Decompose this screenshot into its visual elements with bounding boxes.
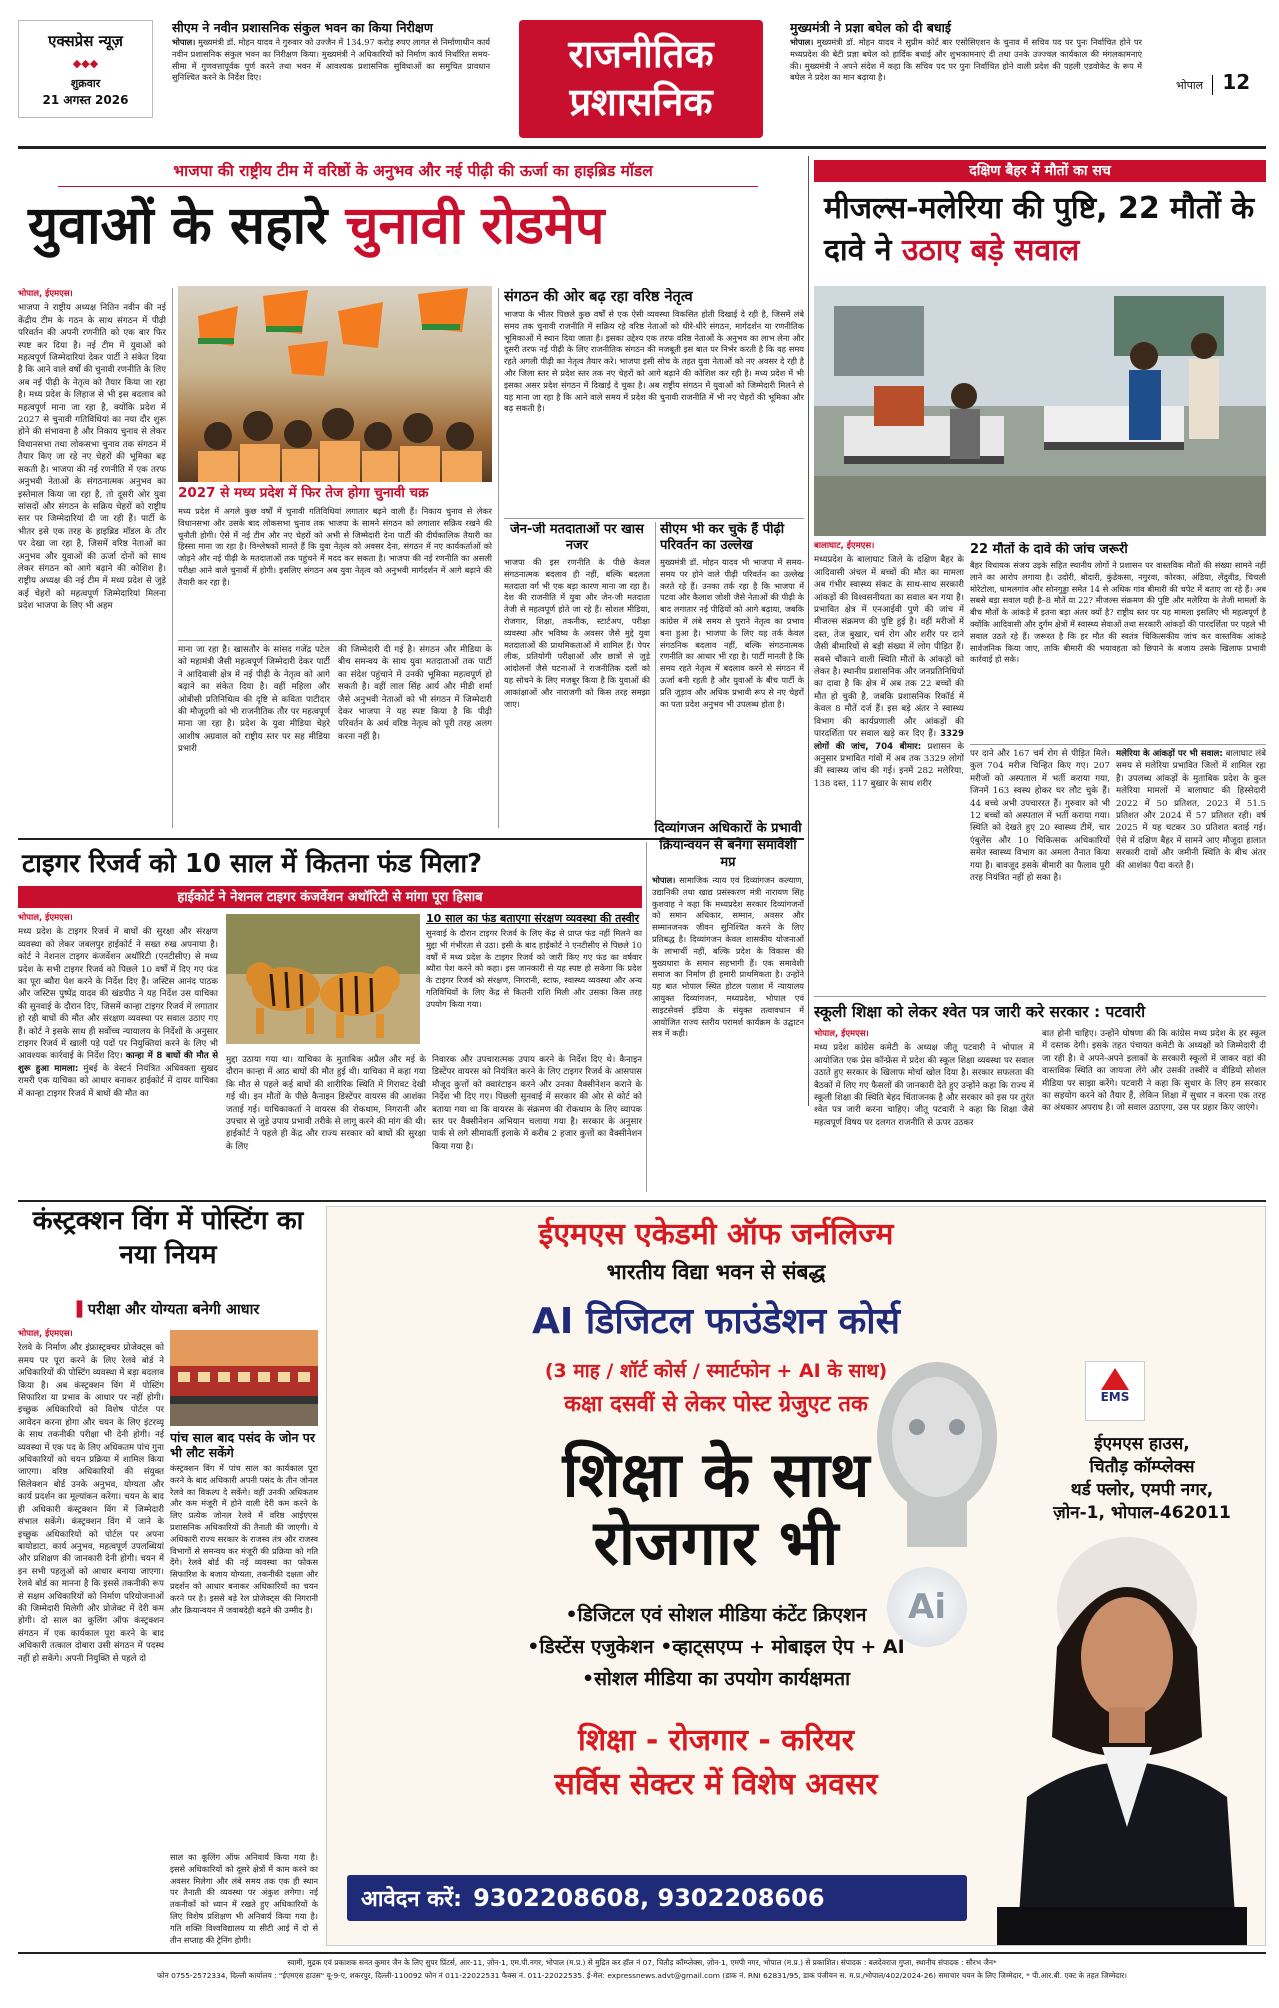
sub-rule [504, 518, 804, 519]
ad-service-line: सर्विस सेक्टर में विशेष अवसर [554, 1767, 878, 1802]
col-divider [646, 842, 647, 1192]
story-kicker: हाईकोर्ट ने नेशनल टाइगर कंजर्वेशन अथॉरिटी से मांगा पूरा हिसाब [177, 890, 483, 905]
sub-cm-generation [660, 522, 804, 832]
story-col-3 [432, 1054, 642, 1194]
story-col-2 [1042, 1028, 1266, 1196]
ad-bullet-1: •डिजिटल एवं सोशल मीडिया कंटेंट क्रिएशन [565, 1604, 867, 1626]
story-headline [28, 196, 798, 256]
ad-course-title: AI डिजिटल फाउंडेशन कोर्स [532, 1301, 900, 1342]
imprint-line-1: स्वामी, मुद्रक एवं प्रकाशक सनत कुमार जैन के लिए सुपर प्रिंटर्स, आर-11, ज़ोन-1, एम.पी.नगर, भोपाल (म.प्र.) से मुद्रित कर हॉल नं 07, चितौड़ कॉम्प्लेक्स, ज़ोन-1, एमपी नगर, भोपाल (म.प्र.) से प्रकाशित। संपादक : बलदेवराज गुप्ता, स्थानीय संपादक : सौरभ जैन* [287, 1958, 997, 1967]
story-col-2 [226, 1054, 426, 1194]
story-col-3 [1116, 748, 1266, 990]
story-tiger [18, 842, 642, 1197]
story-col-2 [178, 644, 330, 834]
inset-22-deaths [970, 542, 1266, 742]
photo-caption-text [178, 506, 492, 638]
ad-tagline-2: रोजगार भी [593, 1506, 839, 1579]
apply-label: आवेदन करें: [361, 1887, 462, 1912]
inset-text: बैहर विधायक संजय उइके सहित स्थानीय लोगों ने प्रशासन पर वास्तविक मौतों की संख्या सामने नहीं लाने का आरोप लगाया है। उदोरी, बोदारी, कुंडेकसा, नगुरवा, कोरका, अंडिया, लेंदुवीड, चिचली मोरेटोला, धामलगांव और सोनगुड्डा समेत 14 से अधिक गांव बीमारी की चपेट में बताए जा रहे हैं। अब सबसे बड़ा सवाल यही है–8 मौतें या 22? मीजल्स संक्रमण की पुष्टि और मलेरिया के तेजी मामलों के बीच मौतों के आंकड़े में इतना बड़ा अंतर क्यों है? राष्ट्रीय स्तर पर यह मामला इसलिए भी महत्वपूर्ण है क्योंकि आदिवासी और दुर्गम क्षेत्रों में स्वास्थ्य सेवाओं तथा सरकारी आंकड़ों की पारदर्शिता पर पहले भी सवाल उठते रहे हैं। जरूरत है कि हर मौत की स्वतंत्र चिकित्सकीय जांच कर वास्तविक आंकड़े सार्वजनिक किया जाए, ताकि बीमारी की भयावहता को छिपाने के बजाय उसके खिलाफ प्रभावी कार्रवाई हो सके। [970, 560, 1266, 665]
col-divider [655, 522, 656, 822]
brief-cm-inspection [172, 20, 490, 120]
col-divider [172, 288, 173, 828]
headline-red: चुनावी रोडमेप [345, 196, 605, 256]
train-photo [170, 1330, 318, 1426]
sub-text: भाजपा के भीतर पिछले कुछ वर्षों से एक ऐसी व्यवस्था विकसित होती दिखाई दे रही है, जिसमें लंबे समय तक चुनावी राजनीति में सक्रिय रहे वरिष्ठ नेताओं को धीरे-धीरे संगठन, मार्गदर्शन या रणनीतिक भूमिकाओं में स्थान दिया जाता है। इसका उद्देश्य एक तरफ वरिष्ठ नेताओं के अनुभव का लाभ लेना और दूसरी तरफ नई पीढ़ी के लिए राजनीतिक संगठन की मजबूती इस बात पर निर्भर करती है कि वह समय रहते अगली पीढ़ी का नेतृत्व तैयार करे। भाजपा इसी सोच के तहत युवा नेताओं को नए अवसर दे रही है और जिला स्तर से प्रदेश स्तर तक नए चेहरों को आगे बढ़ाने की कोशिश कर रही है। मध्य प्रदेश में भी इसका असर प्रदेश संगठन में दिखाई दे चुका है। अब राष्ट्रीय संगठन में युवाओं को जिम्मेदारी मिलने से यह माना जा रहा है कि आने वाले समय में प्रदेश की चुनावी राजनीति में भी नए चेहरों की भूमिका और बढ़ सकती है। [504, 309, 804, 414]
ems-logo-text: EMS [1100, 1390, 1130, 1404]
crowd-flags-illustration [178, 286, 492, 482]
apply-phone: 9302208608, 9302208606 [473, 1884, 825, 1912]
hospital-ward-illustration [814, 286, 1266, 536]
sub-title: संगठन की ओर बढ़ रहा वरिष्ठ नेतृत्व [504, 289, 693, 305]
addr-line-4: ज़ोन-1, भोपाल-462011 [1053, 1503, 1231, 1523]
inset-rule [970, 744, 1266, 745]
story-kicker: भाजपा की राष्ट्रीय टीम में वरिष्ठों के अनुभव और नई पीढ़ी की ऊर्जा का हाइब्रिड मॉडल [173, 162, 653, 180]
masthead-brand-box [18, 20, 153, 118]
page-divider [808, 156, 809, 1106]
hospital-photo [814, 286, 1266, 536]
caption-rule [178, 640, 492, 641]
photo-caption: 2027 से मध्य प्रदेश में फिर तेज होगा चुनावी चक्र [178, 485, 429, 501]
sub-text: मुख्यमंत्री डॉ. मोहन यादव भी भाजपा में समय-समय पर होने वाले पीढ़ी परिवर्तन का उल्लेख करते रहे हैं। उनका तर्क रहा है कि भाजपा में पटवा और कैलाश जोशी जैसे नेताओं की पीढ़ी के बाद लगातार नई पीढ़ियों को आगे बढ़ाया, जबकि कांग्रेस में लंबे समय से पुराने नेतृत्व का प्रभाव बना हुआ है। भाजपा के लिए यह तर्क केवल संगठनिक बदलाव नहीं, बल्कि संगठनात्मक रणनीति का आधार भी रहा है। पार्टी मानती है कि समय रहते नेतृत्व में बदलाव करने से संगठन में ऊर्जा बनी रहती है और युवाओं के बीच पार्टी के प्रति जुड़ाव और अधिक प्रभावी रूप से नए चेहरों का पता प्रदेश अनुभव भी उपलब्ध होता है। [660, 557, 804, 709]
story-headline: स्कूली शिक्षा को लेकर श्वेत पत्र जारी करे सरकार : पटवारी [814, 1003, 1146, 1021]
ad-career-line: शिक्षा - रोजगार - करियर [577, 1723, 855, 1758]
col-text: मध्यप्रदेश के बालाघाट जिले के दक्षिण बैहर के आदिवासी अंचल में बच्चों की मौत का मामला अब गंभीर स्वास्थ्य संकट के साथ-साथ सरकारी आंकड़ों की विश्वसनीयता का सवाल बन गया है। प्रभावित क्षेत्र में एनआईवी पुणे की जांच में मीजल्स संक्रमण की पुष्टि हुई है। वहीं मरीजों में दस्त, तेज बुखार, चर्म रोग और शरीर पर दाने जैसी बीमारियों से बड़ी संख्या में लोग पीड़ित हैं। सबसे चौंकाने वाली स्थिति मौतों के आंकड़ों को लेकर है। स्थानीय प्रशासनिक और जनप्रतिनिधियों का दावा है कि क्षेत्र में अब तक 22 बच्चों की मौत हो चुकी है, जबकि प्रशासनिक रिकॉर्ड में केवल 8 मौतें दर्ज हैं। इस बड़े अंतर ने स्वास्थ्य विभाग की कार्यप्रणाली और आंकड़ों की पारदर्शिता पर सवाल खड़े कर दिए हैं। [814, 555, 964, 740]
headline-black: मीजल्स-मलेरिया की पुष्टि, 22 मौतों के दावे ने [824, 191, 1255, 268]
story-col-1 [18, 912, 218, 1194]
inset-text: सुनवाई के दौरान टाइगर रिजर्व के लिए केंद्र से प्राप्त फंड नहीं मिलने का मुद्दा भी गंभीरता से उठा। इसी के बाद हाईकोर्ट ने एनटीसीए से पिछले 10 वर्षों में मध्य प्रदेश के टाइगर रिजर्व को जारी किए गए फंड का वर्षवार ब्यौरा पेश करने को कहा। इस जानकारी से यह स्पष्ट हो सकेगा कि प्रदेश के टाइगर रिजर्व को संरक्षण, निगरानी, स्टाफ, स्वास्थ्य व्यवस्था और अन्य गतिविधियों के लिए केंद्र से कितनी राशि मिली और उसका किस तरह उपयोग किया गया। [426, 928, 642, 1009]
brand-ornament-icon: ◆◆◆ [72, 57, 99, 70]
imprint-footer [18, 1956, 1266, 2002]
sub-genz-voters [504, 522, 650, 832]
caption-text: मध्य प्रदेश में अगले कुछ वर्षों में चुनावी गतिविधियां लगातार बढ़ने वाली हैं। निकाय चुनाव से लेकर विधानसभा और उसके बाद लोकसभा चुनाव तक भाजपा के सामने संगठन को लगातार सक्रिय रखने की चुनौती होगी। ऐसे में नई टीम और नए चेहरों को अभी से जिम्मेदारी देना पार्टी की दीर्घकालिक तैयारी का हिस्सा माना जा रहा है। विश्लेषकों मानते हैं कि युवा नेतृत्व को अवसर देना, संगठन में नए कार्यकर्ताओं को जोड़ने और नई पीढ़ी के मतदाताओं तक पहुंचने में मदद कर सकता है। भाजपा की नई रणनीति का असली परीक्षा आने वाले चुनावों में होगी। इसलिए संगठन अब युवा नेतृत्व को अनुभवी मार्गदर्शन में आगे बढ़ाने की तैयारी कर रहा है। [178, 506, 492, 587]
section-line2: प्रशासनिक [569, 80, 713, 124]
brief-body [790, 37, 1142, 84]
col-text: भाजपा ने राष्ट्रीय अध्यक्ष नितिन नवीन की नई केंद्रीय टीम के गठन के साथ संगठन में पीढ़ी परिवर्तन की अपनी रणनीति को एक बार फिर स्पष्ट कर दिया है। नई टीम में युवाओं को महत्वपूर्ण जिम्मेदारियां देकर पार्टी ने संकेत दिया है कि आने वाले वर्षों की चुनावी रणनीति के लिए अब नई पीढ़ी के नेतृत्व को तैयार किया जा रहा है। मध्य प्रदेश के लिहाज से भी इस बदलाव को महत्वपूर्ण माना जा रहा है, क्योंकि प्रदेश में 2027 से चुनावी गतिविधियां का नया दौर शुरू होने की संभावना है और निकाय चुनाव से लेकर विधानसभा तथा लोकसभा चुनाव तक संगठन में तैयार किए जा रहे नए चेहरों की भूमिका बढ़ सकती है। भाजपा की नई रणनीति में एक तरफ अनुभवी नेताओं के संगठनात्मक अनुभव का इस्तेमाल किया जा रहा है, तो दूसरी ओर युवा सांसदों और संगठन के सक्रिय चेहरों को राष्ट्रीय स्तर पर जिम्मेदारियां दी जा रही हैं। पार्टी के भीतर इसे एक तरह के हाइब्रिड मॉडल के तौर पर देखा जा रहा है, जिसमें वरिष्ठ नेताओं का अनुभव और युवाओं की ऊर्जा दोनों को साथ लेकर संगठन को आगे बढ़ाने की कोशिश है। राष्ट्रीय अध्यक्ष की नई टीम में मध्य प्रदेश से जुड़े कई चेहरों को महत्वपूर्ण जिम्मेदारियां मिलना प्रदेश भाजपा के लिए भी अहम [18, 303, 166, 612]
col-text: मध्य प्रदेश के टाइगर रिजर्व में बाघों की सुरक्षा और संरक्षण व्यवस्था को लेकर जबलपुर हाईकोर्ट ने सख्त रुख अपनाया है। कोर्ट ने नेशनल टाइगर कंजर्वेशन अथॉरिटी (एनटीसीए) से मध्य प्रदेश के सभी टाइगर रिजर्व को पिछले 10 वर्षों में दिए गए फंड का पूरा ब्यौरा पेश करने के निर्देश दिए हैं। जस्टिस आनंद पाठक और जस्टिस पुष्पेंद्र यादव की खंडपीठ ने यह निर्देश उस याचिका की सुनवाई के दौरान दिए, जिसमें कान्हा टाइगर रिजर्व में लगातार हो रही बाघों की मौत और संरक्षण व्यवस्था पर सवाल उठाए गए हैं। कोर्ट ने इसके साथ ही सर्वोच्च न्यायालय के निर्देशों के अनुसार टाइगर रिजर्व में खाली पड़े पदों पर नियुक्तियां करने के लिए भी आवश्यक कार्रवाई के निर्देश दिए। [18, 927, 218, 1062]
story-col-1 [814, 1028, 1034, 1196]
brief-title: मुख्यमंत्री ने प्रज्ञा बघेल को दी बधाई [790, 20, 951, 35]
col-label: कान्हा में 8 बाघों की मौत से शुरू हुआ मामला: [18, 1051, 218, 1074]
col-text: रेलवे के निर्माण और इंफ्रास्ट्रक्चर प्रोजेक्ट्स को समय पर पूरा करने के लिए रेलवे बोर्ड ने अधिकारियों की पोस्टिंग व्यवस्था में बड़ा बदलाव किया है। अब कंस्ट्रक्शन विंग में पोस्टिंग सिफारिश या प्रभाव के आधार पर नहीं होगी। इच्छुक अधिकारियों को विशेष पोर्टल पर आवेदन करना होगा और चयन के लिए इंटरव्यू के साथ तकनीकी परीक्षा भी देनी होगी। नई व्यवस्था में एक पद के लिए अधिकतम पांच गुना अधिकारियों को चयन प्रक्रिया में शामिल किया जाएगा। वरिष्ठ अधिकारियों की संयुक्त सिलेक्शन बोर्ड उनके अनुभव, योग्यता और कार्य प्रदर्शन का मूल्यांकन करेगा। चयन के बाद ही अधिकारी कंस्ट्रक्शन विंग में जिम्मेदारी संभाल सकेंगे। कंस्ट्रक्शन विंग में जाने के इच्छुक अधिकारियों को पोर्टल पर अपना बायोडाटा, कार्य अनुभव, महत्वपूर्ण उपलब्धियां और प्रशिक्षण की जानकारी देनी होगी। चयन में इन सभी पहलुओं को आधार बनाया जाएगा। रेलवे बोर्ड का मानना है कि इससे तकनीकी रूप से सक्षम अधिकारियों को निर्माण परियोजनाओं की जिम्मेदारी मिलेगी और प्रोजेक्ट में देरी कम होगी। दो साल का कूलिंग ऑफ कंस्ट्रक्शन संगठन में एक कार्यकाल पूरा करने के बाद अधिकारी तत्काल दोबारा उसी संगठन में पदस्थ नहीं हो सकेंगे। अपनी नियुक्ति से पहले दो [18, 1343, 164, 1664]
headline-black: युवाओं के सहारे [28, 196, 328, 256]
inset-title: 22 मौतों के दावे की जांच जरूरी [970, 542, 1128, 557]
dateline: भोपाल, ईएमएस। [18, 913, 73, 923]
brief-body [172, 37, 490, 84]
issue-day: शुक्रवार [70, 77, 101, 90]
kicker-bar-left: ▌ [76, 1302, 88, 1318]
brief-text: मुख्यमंत्री डॉ. मोहन यादव ने सुप्रीम कोर्ट बार एसोसिएशन के चुनाव में सचिव पद पर पुनः निर्वाचित होने पर मध्यप्रदेश की बेटी प्रज्ञा बघेल को हार्दिक बधाई और शुभकामनाएं दी तथा उनके उज्ज्वल कार्यकाल की मंगलकामनाएं की। मुख्यमंत्री ने अपने संदेश में कहा कि सचिव पद पर पुनः निर्वाचित होने वाली प्रदेश की पहली एडवोकेट के रूप में बघेल ने प्रदेश का मान बढ़ाया है। [790, 37, 1142, 83]
ad-affiliation: भारतीय विद्या भवन से संबद्ध [606, 1260, 826, 1284]
col-text: की जिम्मेदारी दी गई है। संगठन और मीडिया के बीच समन्वय के साथ युवा मतदाताओं तक पार्टी का संदेश पहुंचाने में उनकी भूमिका महत्वपूर्ण हो सकती है। वहीं लाल सिंह आर्य और मीडी शर्मा जैसे अनुभवी नेताओं को भी संगठन में जिम्मेदारी देकर भाजपा ने यह स्पष्ट किया है कि पीढ़ी परिवर्तन के अर्थ वरिष्ठ नेतृत्व को पूरी तरह अलग करना नहीं है। [338, 645, 492, 742]
issue-date: 21 अगस्त 2026 [42, 93, 129, 107]
story-railway [18, 1204, 318, 1946]
story-col-1 [814, 540, 964, 990]
col-divider [498, 288, 499, 828]
ad-bullet-3: •सोशल मीडिया का उपयोग कार्यक्षमता [581, 1668, 851, 1690]
sub-title: पांच साल बाद पसंद के जोन पर भी लौट सकेंगे [170, 1430, 316, 1460]
presenter-illustration [977, 1537, 1265, 1945]
folio-page-number: 12 [1222, 70, 1251, 94]
ad-academy-name: ईएमएस एकेडमी ऑफ जर्नलिज्म [538, 1217, 894, 1252]
ems-academy-ad [326, 1206, 1266, 1946]
folio-city: भोपाल [1176, 79, 1204, 92]
presenter-figure [977, 1537, 1265, 1945]
ad-address [1027, 1433, 1257, 1525]
ai-robot-illustration [847, 1347, 1017, 1547]
tigers-illustration [226, 914, 420, 1044]
sub-text: कंस्ट्रक्शन विंग में पांच साल का कार्यकाल पूरा करने के बाद अधिकारी अपनी पसंद के तीन जोनल रेलवे का विकल्प दे सकेंगे। वहीं उनकी अधिकतम और कम मंजूरी में होने वाली देरी कम करने के लिए प्रत्येक जोनल रेलवे में वरिष्ठ आईएएस प्रशासनिक अधिकारियों की तैनाती की जाएगी। ये अधिकारी राज्य सरकार के राजस्व तंत्र और राजस्व विभागों से समन्वय कर मंजूरी की प्रक्रिया को गति देंगे। रेलवे बोर्ड की नई व्यवस्था का फोकस सिफारिश के बजाय योग्यता, तकनीकी दक्षता और प्रदर्शन को आधार बनाकर अधिकारियों का चयन करने पर है। इससे बड़े रेल प्रोजेक्ट्स की निगरानी और क्रियान्वयन में जवाबदेही बढ़ने की उम्मीद है। [170, 1463, 318, 1615]
brief-title: सीएम ने नवीन प्रशासनिक संकुल भवन का किया निरीक्षण [172, 20, 433, 35]
photo-caption-bar [178, 482, 492, 504]
addr-line-2: चितौड़ कॉम्प्लेक्स [1089, 1457, 1195, 1477]
story-divyang [652, 820, 804, 1197]
col-text: मध्य प्रदेश कांग्रेस कमेटी के अध्यक्ष जीतू पटवारी ने भोपाल में आयोजित एक प्रेस कॉन्फ्रेंस में प्रदेश की स्कूल शिक्षा व्यवस्था पर सवाल उठाते हुए सरकार के खिलाफ मोर्चा खोल दिया है। सरकार सफलता की बैठकों में लिए गए फैसलों की जानकारी देते हुए उन्होंने कहा कि राज्य में स्कूली शिक्षा की स्थिति बेहद चिंताजनक है और सरकार को इस पर तुरंत श्वेत पत्र जारी करना चाहिए। जीतू पटवारी ने कहा कि शिक्षा जैसे महत्वपूर्ण विषय पर दलगत राजनीति से ऊपर उठकर [814, 1043, 1034, 1128]
sub-title: सीएम भी कर चुके हैं पीढ़ी परिवर्तन का उल्लेख [660, 522, 785, 553]
apply-bar [347, 1875, 967, 1921]
robot-head-icon [847, 1347, 1017, 1547]
dateline: भोपाल, ईएमएस। [814, 1029, 869, 1039]
sub-five-years [170, 1430, 318, 1850]
col-text: मुद्दा उठाया गया था। याचिका के मुताबिक अप्रैल और मई के दौरान कान्हा में आठ बाघों की मौत हुई थी। याचिका में कहा गया कि मौत से पहले कई बाघों की शारीरिक स्थिति में गिरावट देखी गई थी। इन मौतों के पीछे कैनाइन डिस्टेंपर वायरस की आशंका जताई गई। याचिकाकर्ता ने वायरस की रोकथाम, निगरानी और उपचार से जुड़े उपाय प्रभावी तरीके से लागू करने की मांग की थी। हाईकोर्ट ने पहले ही केंद्र और राज्य सरकार को बाघों की सुरक्षा के लिए [226, 1055, 426, 1152]
col-text: सामाजिक न्याय एवं दिव्यांगजन कल्याण, उद्यानिकी तथा खाद्य प्रसंस्करण मंत्री नारायण सिंह कुशवाह ने कहा कि मध्यप्रदेश सरकार दिव्यांगजनों को समान अधिकार, सम्मान, अवसर और सम्मानजनक जीवन सुनिश्चित करने के लिए प्रतिबद्ध है। दिव्यांगजन केवल शासकीय योजनाओं के लाभार्थी नहीं, बल्कि प्रदेश के विकास की मुख्यधारा के समान सहभागी हैं। एक समावेशी समाज का निर्माण ही हमारी प्राथमिकता है। उन्होंने यह बात भोपाल स्थित होटल पलाश में न्यायालय आयुक्त दिव्यांगजन, मध्यप्रदेश, भोपाल एवं साइटसेवर्स इंडिया के संयुक्त तत्वावधान में आयोजित राज्य स्तरीय परामर्श कार्यक्रम के उद्घाटन सत्र में कही। [652, 875, 804, 1039]
col-label: मलेरिया के आंकड़ों पर भी सवाल: [1116, 749, 1223, 759]
kicker-text: परीक्षा और योग्यता बनेगी आधार [87, 1302, 260, 1318]
brand-name: एक्सप्रेस न्यूज़ [48, 32, 123, 50]
tigers-photo [226, 914, 420, 1044]
kicker-underline [58, 186, 758, 187]
story-col-2 [170, 1852, 318, 1946]
story-kicker-bar [814, 160, 1266, 182]
dateline: भोपाल, ईएमएस। [18, 1329, 73, 1339]
bjp-rally-photo [178, 286, 492, 482]
ai-tag-text: Ai [908, 1587, 946, 1627]
inset-title: 10 साल का फंड बताएगा संरक्षण व्यवस्था की तस्वीर [426, 912, 640, 925]
story-bjp [18, 156, 804, 836]
story-col-3 [338, 644, 492, 834]
folio-divider [1212, 75, 1213, 95]
brief-text: मुख्यमंत्री डॉ. मोहन यादव ने गुरुवार को उज्जैन में 134.97 करोड़ रुपए लागत से निर्माणाधीन कार्य नवीन प्रशासनिक संकुल भवन का निरीक्षण किया। मुख्यमंत्री ने अधिकारियों को निर्माण कार्य निर्धारित समय-सीमा में गुणवत्तापूर्वक पूर्ण करने तथा भवन में आवश्यक प्रशासनिक सुविधाओं का समुचित प्रावधान सुनिश्चित करने के निर्देश दिए। [172, 37, 490, 83]
col-label: 3329 लोगों की जांच, 704 बीमार: [814, 729, 964, 752]
story-body [652, 875, 804, 1040]
story-col-1 [18, 288, 166, 833]
story-col-1 [18, 1328, 164, 1946]
story-headline: टाइगर रिजर्व को 10 साल में कितना फंड मिला? [22, 849, 483, 879]
section-banner [519, 20, 763, 138]
ad-eligibility: कक्षा दसवीं से लेकर पोस्ट ग्रेजुएट तक [564, 1392, 868, 1417]
dateline: भोपाल। [652, 875, 676, 885]
story-kicker: दक्षिण बैहर में मौतों का सच [969, 163, 1111, 179]
headline-red: उठाए बड़े सवाल [901, 233, 1080, 268]
story-patwari [814, 1000, 1266, 1197]
section-rule [18, 1200, 1266, 1202]
masthead [0, 0, 1279, 146]
ad-tagline-1: शिक्षा के साथ [562, 1438, 870, 1511]
brief-pragya-baghel [790, 20, 1142, 120]
addr-line-3: थर्ड फ्लोर, एमपी नगर, [1070, 1480, 1214, 1500]
page-folio [1176, 70, 1266, 100]
col-text-b: मुंबई के वेस्टर्न नियंत्रित अधिवक्ता सुखद रामरी एक याचिका को आधार बनाकर हाईकोर्ट में दायर याचिका में कान्हा टाइगर रिजर्व में बाघों की मौत का [18, 1063, 218, 1099]
story-kicker-bar [18, 886, 642, 908]
story-headline [824, 188, 1264, 272]
ai-tag-icon [887, 1567, 967, 1647]
col-text: माना जा रहा है। खासतौर के सांसद गजेंद्र पटेल को महामंत्री जैसी महत्वपूर्ण जिम्मेदारी देकर पार्टी ने आदिवासी क्षेत्र में नई पीढ़ी के नेतृत्व को आगे बढ़ाने का संकेत दिया है। वहीं महिला और ओबीसी प्रतिनिधित्व की दृष्टि से कविता पाटीदार की मौजूदगी को भी राजनीतिक तौर पर महत्वपूर्ण माना जा रहा है। प्रदेश के युवा मीडिया चेहरे आशीष अग्रवाल को राष्ट्रीय स्तर पर सह मीडिया प्रभारी [178, 645, 330, 755]
section-rule [814, 996, 1266, 997]
section-line1: राजनीतिक [568, 32, 714, 76]
ems-logo-icon [1101, 1368, 1129, 1390]
masthead-rule [18, 146, 1266, 149]
ad-bullet-2: •डिस्टेंस एजुकेशन •व्हाट्सएप्प + मोबाइल ऐप + AI [527, 1636, 905, 1658]
story-headline: दिव्यांगजन अधिकारों के प्रभावी क्रियान्वयन से बनेगा समावेशी मप्र [654, 821, 802, 870]
sub-senior-leadership [504, 288, 804, 518]
dateline: भोपाल, ईएमएस। [18, 289, 73, 299]
train-illustration [170, 1330, 318, 1426]
col-text: बालाघाट लंबे समय से मलेरिया प्रभावित जिलों में शामिल रहा है। उपलब्ध आंकड़ों के मुताबिक प्रदेश के कुल मलेरिया मामलों में बालाघाट की हिस्सेदारी 2022 में 50 प्रतिशत, 2023 में 51.5 प्रतिशत और 2024 में 57 प्रतिशत रही। वर्ष 2025 में यह घटकर 30 प्रतिशत बताई गई। ऐसे में दक्षिण बैहर में सामने आए मौजूदा हालात सरकारी दावों और जमीनी स्थिति के बीच अंतर की आशंका पैदा करते हैं। [1116, 749, 1266, 871]
story-headline: कंस्ट्रक्शन विंग में पोस्टिंग का नया नियम [32, 1206, 304, 1270]
ems-logo [1085, 1361, 1145, 1421]
col-text: बात होनी चाहिए। उन्होंने घोषणा की कि कांग्रेस मध्य प्रदेश के हर स्कूल में दस्तक देगी। इसके तहत पंचायत कमेटी के अध्यक्षों को जिम्मेदारी दी जा रही है। वे अपने-अपने इलाकों के सरकारी स्कूलों में जाकर वहां की वास्तविक स्थिति का जायजा लेंगे और उसकी तस्वीरें व वीडियो सोशल मीडिया पर साझा करेंगे। पटवारी ने कहा कि सुधार के लिए हम सरकार का सहयोग करने को तैयार हैं, लेकिन शिक्षा में सुधार न करना एक तरह का अंधकार अपराध है। जो सवाल उठाएगा, उस पर प्रहार किए जाएंगे। [1042, 1029, 1266, 1114]
col-text: साल का कूलिंग ऑफ अनिवार्य किया गया है। इससे अधिकारियों को दूसरे क्षेत्रों में काम करने का अवसर मिलेगा और लंबे समय तक एक ही स्थान पर तैनाती की व्यवस्था पर अंकुश लगेगा। नई तकनीकों को ध्यान में रखते हुए अधिकारियों के लिए विशेष प्रशिक्षण भी अनिवार्य किया गया है। गति शक्ति विश्वविद्यालय या सीटी आई में दो से तीन सप्ताह की ट्रेनिंग होगी। [170, 1852, 318, 1945]
brief-dateline: भोपाल। [172, 37, 196, 47]
sub-title: जेन-जी मतदाताओं पर खास नजर [510, 522, 644, 553]
dateline: बालाघाट, ईएमएस। [814, 541, 875, 551]
col-text: पर दाने और 167 चर्म रोग से पीड़ित मिले। कुल 704 मरीज चिन्हित किए गए। 207 मरीजों को अस्पताल में भर्ती कराया गया, जिनमें 163 स्वस्थ होकर घर लौट चुके हैं। 44 बच्चे अभी उपचाररत हैं। गुरुवार को भी 12 बच्चों को अस्पताल में भर्ती कराया गया। स्थिति को देखते हुए 20 स्वास्थ्य टीमें, चार एंबुलेंस और 10 चिकित्सक अधिकारियों समेत स्वास्थ्य विभाग का अमला तैनात किया गया है। बावजूद इसके बीमारी का फैलाव पूरी तरह नियंत्रित नहीं हो सका है। [970, 749, 1110, 884]
footer-rule [18, 1952, 1266, 1954]
imprint-line-2: फोन 0755-2572334, दिल्ली कार्यालय : "ईएमएस हाउस" यू-9-ए, शकरपुर, दिल्ली-110092 फोन नं 011-22022531 फैक्स नं. 011-22022535. ई-मेल: expressnews.advt@gmail.com (डाक नं. RNI 62831/95, डाक पंजीयन स. म.प्र./भोपाल/402/2024-26) समाचार चयन के लिए जिम्मेदार, * पी.आर.बी. एक्ट के तहत जिम्मेदार। [157, 1971, 1127, 1980]
ad-course-duration: (3 माह / शॉर्ट कोर्स / स्मार्टफोन + AI के साथ) [544, 1360, 888, 1382]
inset-fund [426, 912, 642, 1048]
sub-text: भाजपा की इस रणनीति के पीछे केवल संगठनात्मक बदलाव ही नहीं, बल्कि बदलता मतदाता वर्ग भी एक बड़ा कारण माना जा रहा है। देश की राजनीति में युवा और जेन-जी मतदाता तेजी से महत्वपूर्ण होते जा रहे हैं। सोशल मीडिया, रोजगार, शिक्षा, तकनीक, स्टार्टअप, परीक्षा व्यवस्था और भविष्य के अवसर जैसे मुद्दे युवा मतदाताओं की प्राथमिकताओं में शामिल हैं। पेपर लीक, प्रतियोगी परीक्षाओं और छात्रों से जुड़े आंदोलनों जैसे घटनाओं ने राजनीतिक दलों को यह सोचने के लिए मजबूर किया है कि युवाओं की आकांक्षाओं और नाराजगी को किस तरह समझा जाए। [504, 557, 650, 709]
brief-dateline: भोपाल। [790, 37, 814, 47]
story-baihar [814, 156, 1266, 991]
story-kicker [22, 1300, 314, 1320]
addr-line-1: ईएमएस हाउस, [1094, 1434, 1190, 1454]
col-text: निवारक और उपचारात्मक उपाय करने के निर्देश दिए थे। कैनाइन डिस्टेंपर वायरस को नियंत्रित करने के लिए टाइगर रिजर्व के आसपास मौजूद कुत्तों को क्वारंटाइन करने और उनका वैक्सीनेशन कराने के निर्देश भी दिए गए। पिछली सुनवाई में सरकार की ओर से कोर्ट को बताया गया था कि वायरस के संक्रमण की रोकथाम के लिए व्यापक स्तर पर वैक्सीनेशन अभियान चलाया गया है। सरकार के अनुसार पार्क से लगे सीमावर्ती इलाके में करीब 2 हजार कुत्तों का वैक्सीनेशन किया गया है। [432, 1055, 642, 1152]
col-text-b: प्रशासन के अनुसार प्रभावित गांवों में अब तक 3329 लोगों की स्वास्थ्य जांच की गई। इनमें 282 मलेरिया, 138 दस्त, 117 बुखार के साथ शरीर [814, 741, 964, 789]
story-col-2 [970, 748, 1110, 990]
